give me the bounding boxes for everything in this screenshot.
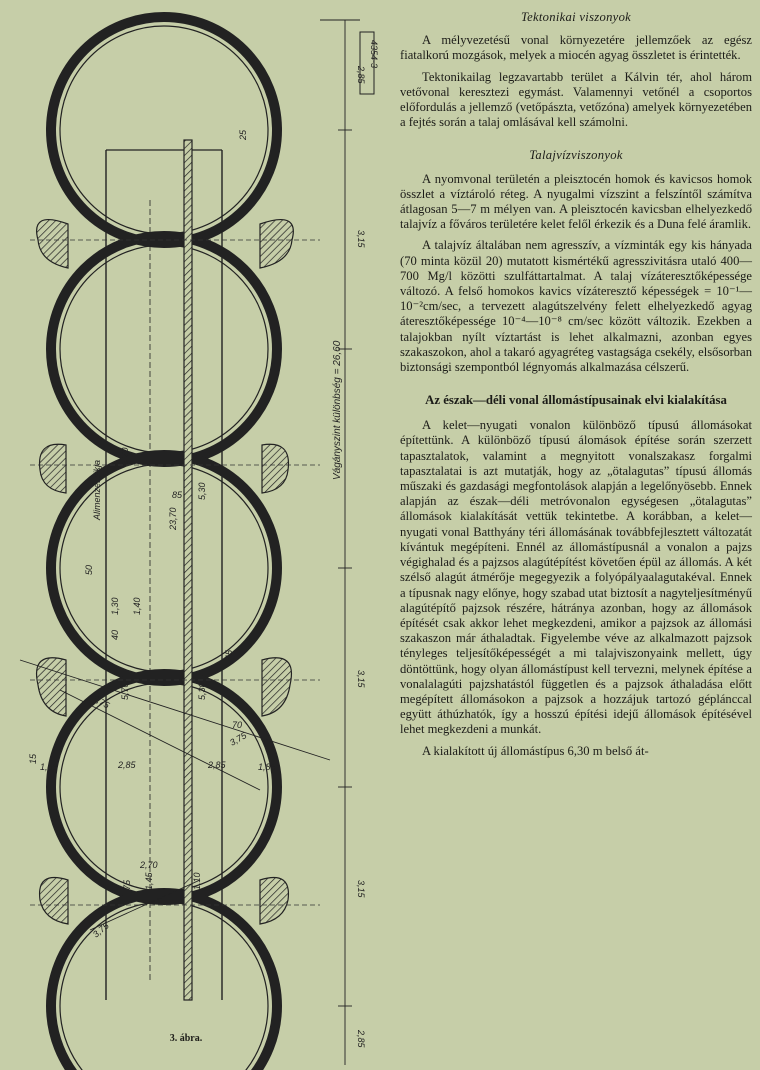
central-structure: [106, 140, 222, 1000]
dim-50: 50: [84, 564, 94, 575]
section-title-station-types: Az észak—déli vonal állomástípusainak elvi kialakítása: [425, 393, 727, 408]
dim-130: 1,30: [110, 597, 120, 615]
dim-285-right: 2,85: [208, 760, 226, 770]
dim-075: 75: [122, 879, 132, 890]
rail-plane-label: Alimenzet sikja: [92, 459, 102, 520]
paragraph: A kelet—nyugati vonalon különböző típusú állomásokat építettünk. A különböző típusú álomások építése során szerzett tapasztalatok, valamint a megnyitott vonalszakasz forgalmi tapasztalatai is azt mutatják, hogy az „ötalagutas” típusú állomás műszaki és gazdasági megfontolások alapján a legelőnyösebb. Ennek alapján az észak—déli metróvonalon egységesen „ötalagutas” állomások kialakítását vettük tekintetbe. A korábban, a kelet—nyugati vonal Batthyány téri állomásának továbbfejlesztett változatát kívántuk megépíteni. Ennél az állomástípusnál a vonalon a pajzs végighalad és a pajzsos alagútépítést követően épül az állomás. A két szélső alagút átmérője megegyezik a folyópályaalagutakéval. Ennek a típusnak nagy előnye, hogy szabad utat biztosít a nagyteljesítményű alagútépítő pajzsok részére, hátránya azonban, hogy az állomások építését csak akkor lehet megkezdeni, amikor a pajzsok az állomási szakaszon már áthaladtak. Figyelembe véve az alkalmazott pajzsok tényleges teljesítőképességét a mi talajviszonyaink mellett, úgy döntöttünk, hogy olyan állomástípust kell tervezni, melynek építése a vonalalagúti pajzshatástól független és a pajzsok áthaladása előtt megépített állomásokon a pajzsok a hozzájuk tartozó géplánccal együtt áthúzhatók, így a hosszú építési idejű állomások építésével lehet megkezdeni a munkát.: [400, 418, 752, 737]
spacing-label-1: 3,15: [356, 230, 366, 248]
paragraph: A talajvíz általában nem agresszív, a vízminták egy kis hányada (70 minta közül 20) mutatott kismértékű agresszivitásra utaló 400—700 Mg/l közötti szulfáttartalmat. A talaj vízáteresztőképessége változó. A felső homokos kavics vízáteresztő képességek = 10⁻¹—10⁻²cm/sec, a tervezett alagútszelvény felett elhelyezkedő agyag áteresztőképessége 10⁻⁴—10⁻⁸ cm/sec között változik. Ezekben a talajokban nyílt víztartást is lehet alkalmazni, azonban egyes szakaszokon, ahol a takaró agyagréteg vastagsága csekély, elsősorban biztonsági szempontból légnyomás alkalmazása célszerű.: [400, 238, 752, 375]
dim-2370: 23,70: [168, 507, 178, 530]
paragraph: A nyomvonal területén a pleisztocén homok és kavicsos homok összlet a víztároló réteg. A nyugalmi vízszint a felszíntől számítva átlagosan 5—7 m mélyen van. A pleisztocén kavicsban elhelyezkedő talajvíz a főváros területére kelet felől érkezik és a Duna felé áramlik.: [400, 171, 752, 232]
drawing-number: 4354-3: [369, 40, 379, 69]
article-text-column: [400, 10, 752, 765]
paragraph: Tektonikailag legzavartabb terület a Kálvin tér, ahol három vetővonal keresztezi egymást. Valamennyi vetőnél a csoportos előfordulás a jellemző (vetőpászta, vetőzóna) amelyek környezetében a fejtés során a talaj omlásával kell számolni.: [400, 69, 752, 130]
junction-right-1: [260, 220, 293, 268]
dim-530-upper: 5,30: [197, 482, 207, 500]
tunnel-ring-4: [51, 674, 277, 900]
junction-right-2: [262, 444, 288, 493]
section-title-tectonics: Tektonikai viszonyok: [520, 10, 632, 24]
dim-375-left: 3,75: [91, 693, 112, 711]
junction-left-4: [40, 878, 68, 925]
junction-right-4: [260, 878, 288, 925]
dimension-line-right: [320, 20, 360, 1065]
dim-45: 45: [224, 649, 234, 660]
dim-285-left: 2,85: [118, 760, 136, 770]
dim-375-right: 3,75: [228, 730, 249, 748]
dim-530-lower: 5,30: [197, 682, 207, 700]
spacing-label-3: 3,15: [356, 880, 366, 898]
tunnel-ring-5: [51, 893, 277, 1070]
dim-185-left: 1,85: [40, 762, 58, 772]
junction-left-1: [37, 220, 68, 268]
spacing-label-2: 3,15: [356, 670, 366, 688]
top-dimension-label: 2,85: [356, 66, 366, 84]
vertical-total-label: Vágányszint különbség = 26,60: [332, 340, 343, 480]
paragraph: A kialakított új állomástípus 6,30 m belső át-: [422, 743, 649, 758]
dim-110: 1,10: [192, 872, 202, 890]
bottom-dimension-label: 2,85: [356, 1030, 366, 1048]
junction-left-2: [40, 444, 66, 493]
central-wall: [184, 140, 192, 1000]
tunnel-ring-2: [51, 236, 277, 462]
paragraph: A mélyvezetésű vonal környezetére jellemzőek az egész fiatalkorú mozgások, melyek a miocén agyag összletet is érintették.: [400, 33, 752, 63]
section-title-groundwater: Talajvízviszonyok: [529, 148, 623, 163]
dim-140: 1,40: [132, 597, 142, 615]
dim-15: 15: [28, 753, 38, 764]
dim-70: 70: [232, 720, 243, 730]
dim-270: 2,70: [140, 860, 158, 870]
dim-185-right: 1,85: [258, 762, 276, 772]
dim-40: 40: [110, 629, 120, 640]
junction-blocks: [37, 220, 294, 924]
dim-25: 25: [238, 129, 248, 140]
junction-right-3: [262, 658, 291, 716]
tunnel-rings: [51, 17, 277, 1070]
dim-375-lower: 3,75: [90, 920, 111, 940]
figure-caption: 3. ábra.: [169, 1033, 203, 1044]
dim-570-lower: 5,70: [120, 682, 130, 700]
dim-85: 85: [172, 490, 183, 500]
dim-570-upper: 5,70: [120, 447, 130, 465]
dim-145: 1,45: [144, 872, 154, 890]
